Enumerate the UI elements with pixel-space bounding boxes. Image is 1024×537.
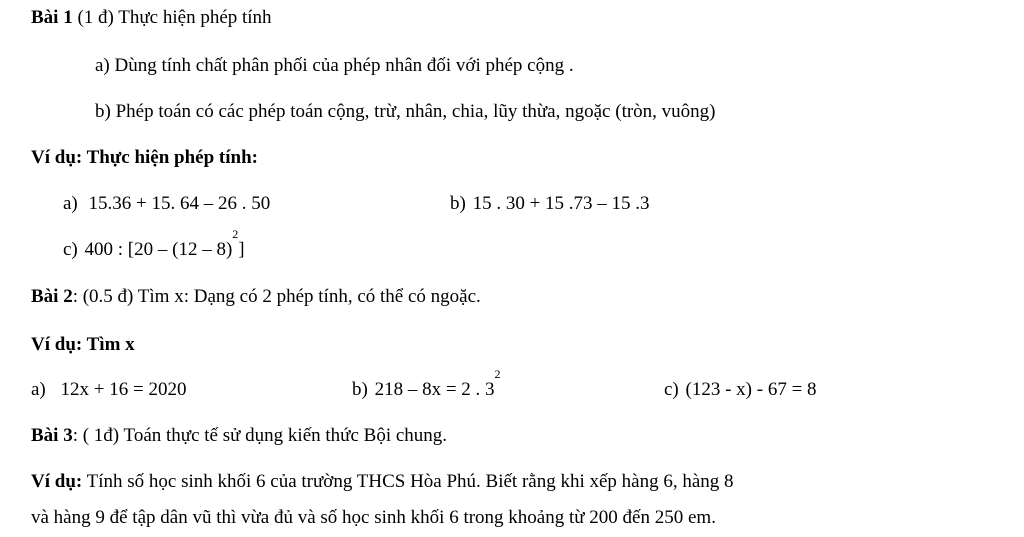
bai1-heading: Bài 1 xyxy=(31,7,73,28)
vidu1-c-expr-end: ] xyxy=(238,239,245,260)
bai1-title-rest: (1 đ) Thực hiện phép tính xyxy=(72,7,272,28)
bai3-heading: Bài 3 xyxy=(31,425,73,446)
vidu2-a-label: a) xyxy=(31,379,46,400)
bai3-title-rest: : ( 1đ) Toán thực tế sử dụng kiến thức Bội chung. xyxy=(72,425,448,446)
vidu1-item-b xyxy=(450,192,650,216)
bai1-title xyxy=(31,6,272,30)
vidu2-c-expr: (123 - x) - 67 = 8 xyxy=(685,379,817,400)
vidu2-b-exponent: 2 xyxy=(494,367,501,381)
vidu1-c-label: c) xyxy=(63,239,78,260)
vidu1-item-c xyxy=(63,227,245,262)
vidu2-heading xyxy=(31,333,135,357)
vidu1-c-exponent: 2 xyxy=(232,227,239,241)
bai2-title-rest: : (0.5 đ) Tìm x: Dạng có 2 phép tính, có thể có ngoặc. xyxy=(72,286,481,307)
bai2-title xyxy=(31,285,481,309)
bai3-title xyxy=(31,424,447,448)
vidu2-item-b xyxy=(352,367,501,402)
vidu1-c-expr-main: 400 : [20 – (12 – 8) xyxy=(84,239,233,260)
vidu2-b-label: b) xyxy=(352,379,368,400)
vidu3-line1-text: Tính số học sinh khối 6 của trường THCS Hòa Phú. Biết rằng khi xếp hàng 6, hàng 8 xyxy=(82,471,734,492)
vidu2-c-label: c) xyxy=(664,379,679,400)
vidu1-a-expr: 15.36 + 15. 64 – 26 . 50 xyxy=(88,193,271,214)
vidu1-c-expr xyxy=(84,227,245,260)
vidu3-line1 xyxy=(31,470,734,494)
vidu1-b-label: b) xyxy=(450,193,466,214)
vidu1-b-expr: 15 . 30 + 15 .73 – 15 .3 xyxy=(472,193,650,214)
vidu2-item-c xyxy=(664,378,817,402)
vidu1-heading-text: Ví dụ: Thực hiện phép tính: xyxy=(31,147,258,168)
vidu2-b-expr xyxy=(374,367,501,400)
bai1-item-a: a) Dùng tính chất phân phối của phép nhân đối với phép cộng . xyxy=(95,55,574,76)
vidu2-a-expr: 12x + 16 = 2020 xyxy=(60,379,187,400)
vidu2-b-expr-main: 218 – 8x = 2 . 3 xyxy=(374,379,495,400)
vidu2-item-a xyxy=(31,378,186,402)
vidu1-heading xyxy=(31,146,258,170)
vidu3-line2: và hàng 9 để tập dân vũ thì vừa đủ và số học sinh khối 6 trong khoảng từ 200 đến 250 em. xyxy=(31,507,716,528)
bai2-heading: Bài 2 xyxy=(31,286,73,307)
bai1-item-b: b) Phép toán có các phép toán cộng, trừ, nhân, chia, lũy thừa, ngoặc (tròn, vuông) xyxy=(95,101,716,122)
vidu1-item-a xyxy=(63,192,270,216)
vidu3-label: Ví dụ: xyxy=(31,471,83,492)
vidu1-a-label: a) xyxy=(63,193,78,214)
vidu2-heading-text: Ví dụ: Tìm x xyxy=(31,334,135,355)
